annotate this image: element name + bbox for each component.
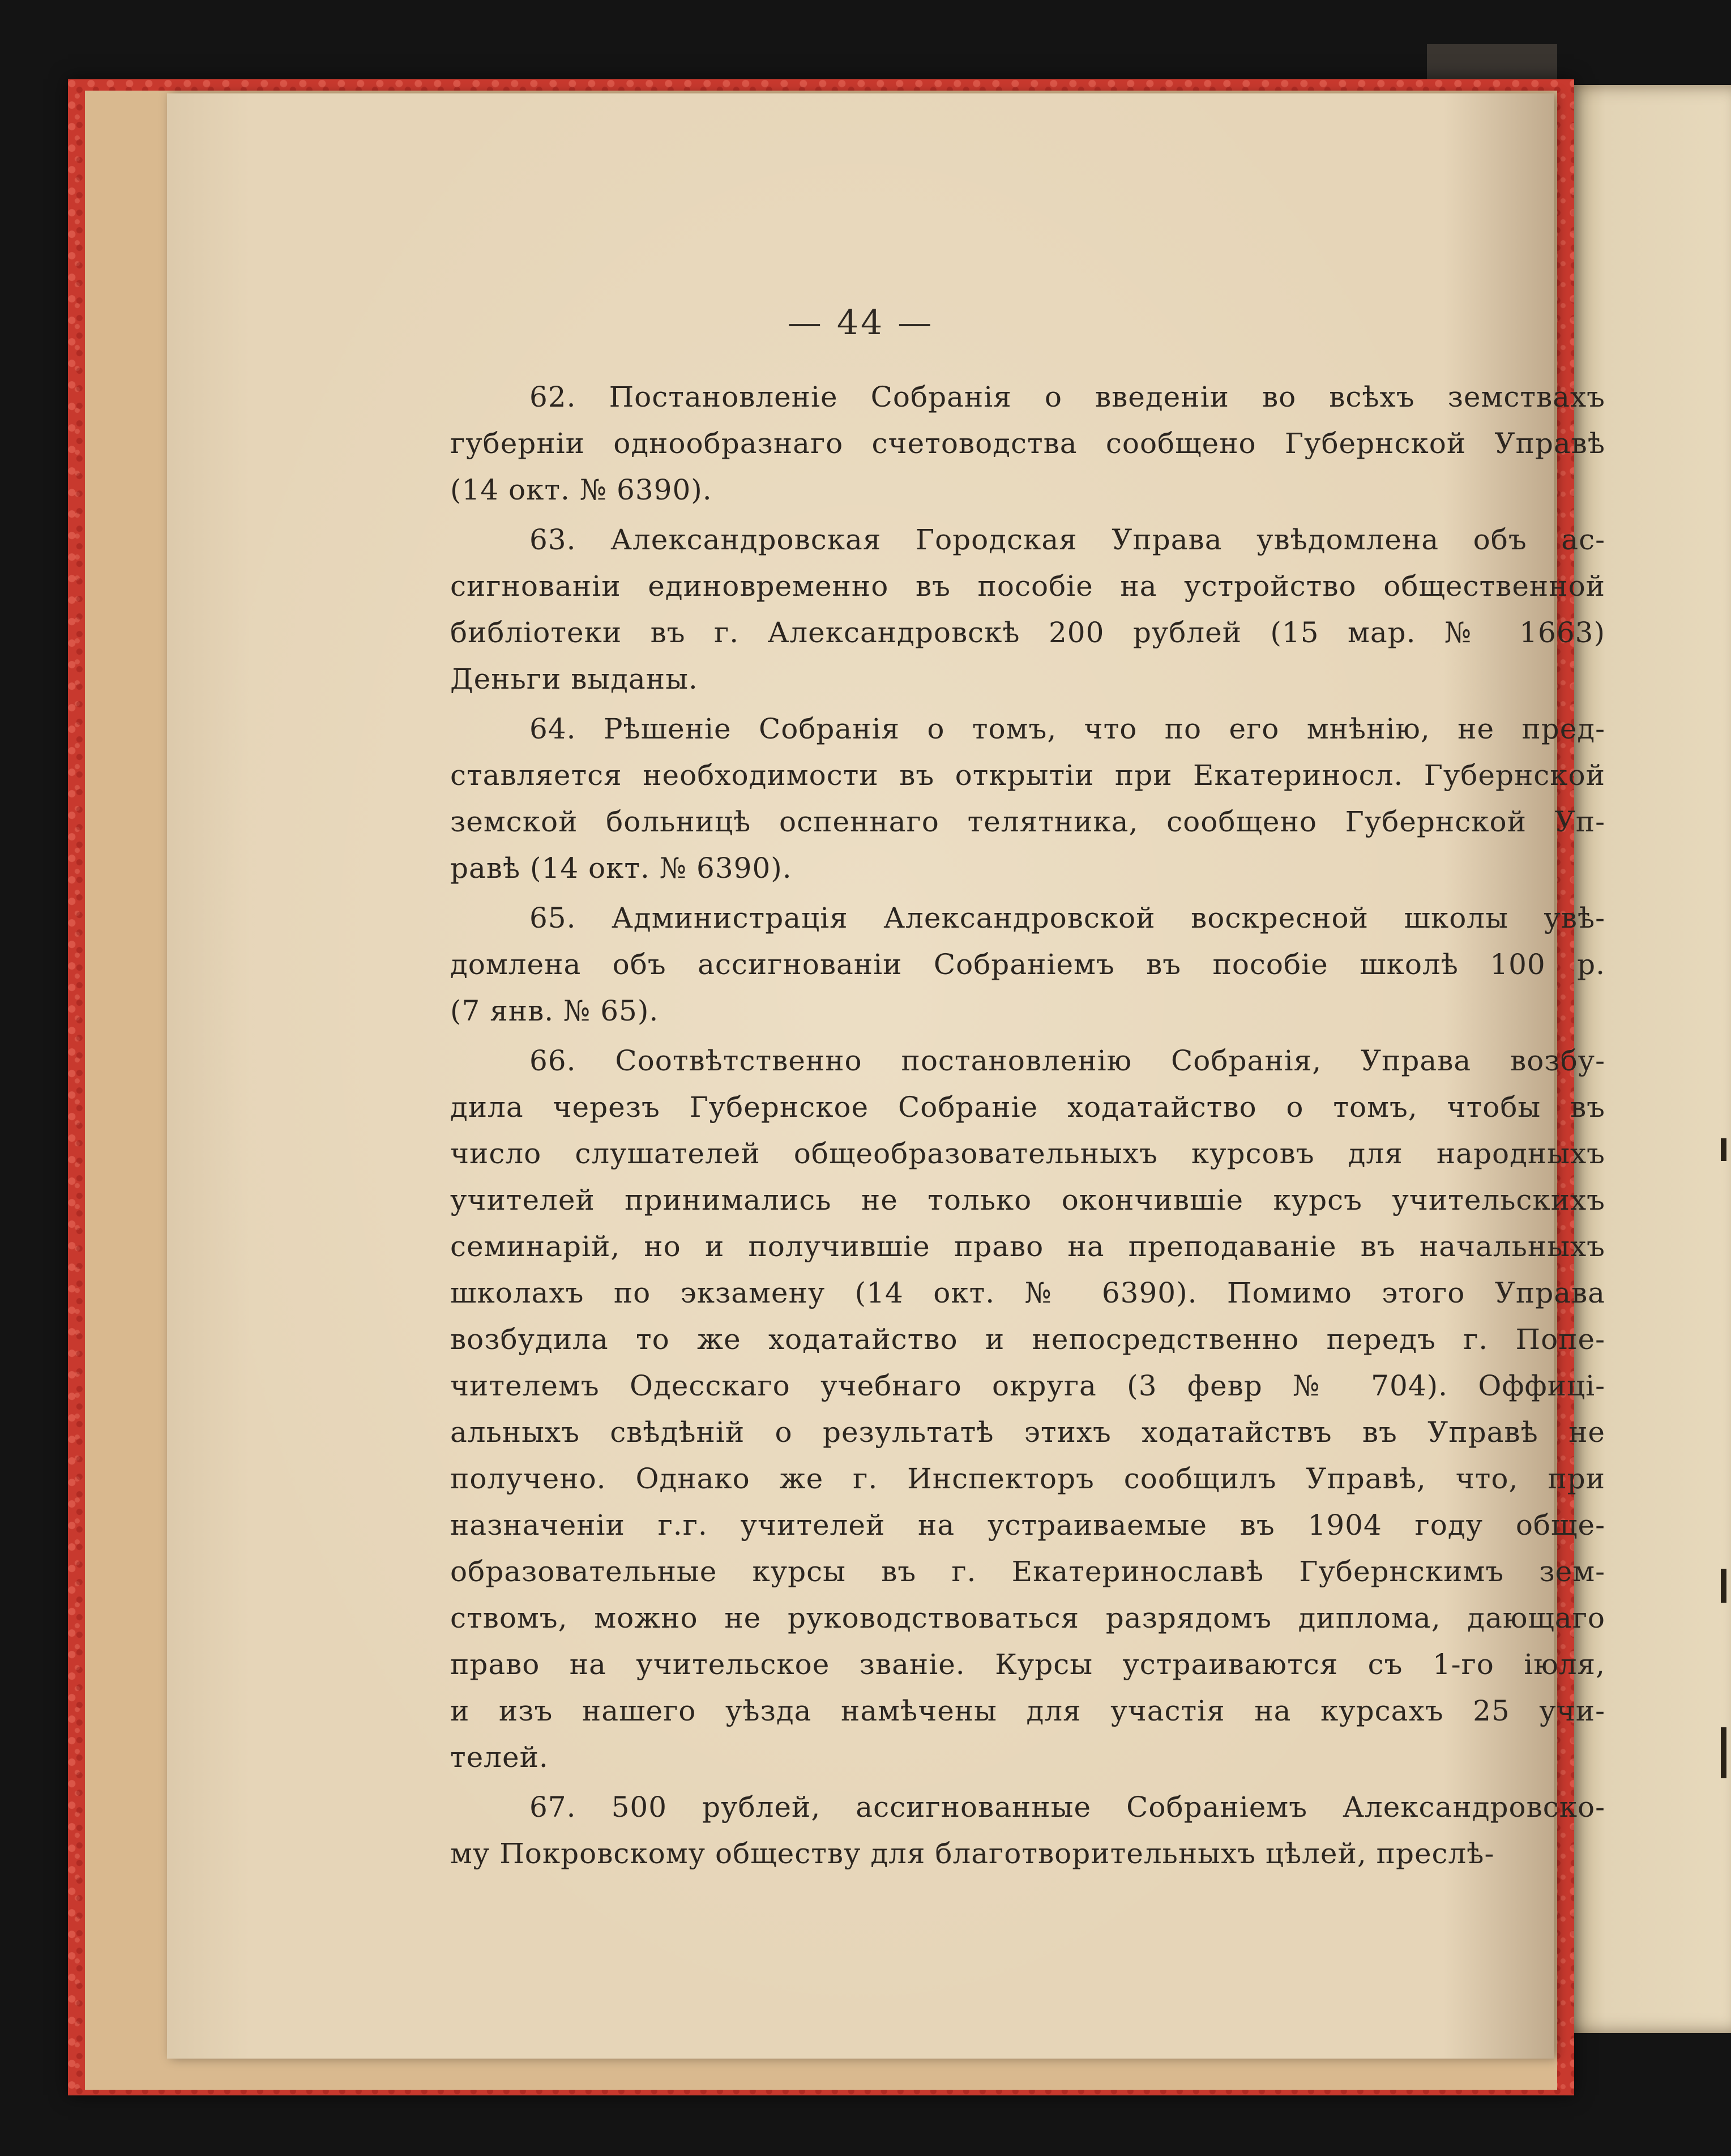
edge-mark bbox=[1721, 1727, 1726, 1778]
text-line: домлена объ ассигнованіи Собраніемъ въ пособіе школѣ 100 р. bbox=[450, 948, 1605, 981]
text-line: семинарій, но и получившіе право на преподаваніе въ начальныхъ bbox=[450, 1230, 1605, 1263]
text-line: губерніи однообразнаго счетоводства сообщено Губернской Управѣ bbox=[450, 427, 1605, 460]
page-text bbox=[450, 374, 1605, 1880]
text-line: Деньги выданы. bbox=[450, 663, 698, 695]
text-line: земской больницѣ оспеннаго телятника, сообщено Губернской Уп- bbox=[450, 805, 1605, 838]
text-line: и изъ нашего уѣзда намѣчены для участія на курсахъ 25 учи- bbox=[450, 1694, 1605, 1727]
text-line: ствомъ, можно не руководствоваться разрядомъ диплома, дающаго bbox=[450, 1602, 1605, 1634]
text-line: телей. bbox=[450, 1741, 549, 1774]
text-line: (14 окт. № 6390). bbox=[450, 473, 712, 506]
text-line: 65. Администрація Александровской воскресной школы увѣ- bbox=[529, 902, 1605, 934]
text-line: возбудила то же ходатайство и непосредственно передъ г. Попе- bbox=[450, 1323, 1605, 1356]
text-line: сигнованіи единовременно въ пособіе на устройство общественной bbox=[450, 570, 1605, 603]
text-line: число слушателей общеобразовательныхъ курсовъ для народныхъ bbox=[450, 1137, 1605, 1170]
paragraph-item-62 bbox=[450, 374, 1605, 513]
text-line: 63. Александровская Городская Управа увѣдомлена объ ас- bbox=[529, 523, 1605, 556]
text-line: 64. Рѣшеніе Собранія о томъ, что по его мнѣнію, не пред- bbox=[529, 712, 1605, 745]
edge-mark bbox=[1721, 1138, 1726, 1161]
paragraph-item-66 bbox=[450, 1038, 1605, 1781]
book-page bbox=[167, 93, 1605, 2059]
text-line: му Покровскому обществу для благотворительныхъ цѣлей, преслѣ- bbox=[450, 1837, 1495, 1870]
text-line: назначеніи г.г. учителей на устраиваемые въ 1904 году обще- bbox=[450, 1509, 1605, 1542]
text-line: (7 янв. № 65). bbox=[450, 994, 659, 1027]
page-number: — 44 — bbox=[787, 303, 934, 343]
edge-mark bbox=[1721, 1569, 1726, 1603]
text-line: чителемъ Одесскаго учебнаго округа (3 февр № 704). Оффиці- bbox=[450, 1369, 1605, 1402]
paragraph-item-65 bbox=[450, 895, 1605, 1034]
text-line: равѣ (14 окт. № 6390). bbox=[450, 852, 792, 885]
text-line: дила черезъ Губернское Собраніе ходатайство о томъ, чтобы въ bbox=[450, 1091, 1605, 1124]
paragraph-item-64 bbox=[450, 706, 1605, 891]
text-line: 66. Соотвѣтственно постановленію Собранія, Управа возбу- bbox=[529, 1044, 1605, 1077]
text-line: школахъ по экзамену (14 окт. № 6390). Помимо этого Управа bbox=[450, 1276, 1605, 1309]
text-line: 67. 500 рублей, ассигнованные Собраніемъ Александровско- bbox=[529, 1791, 1605, 1824]
text-line: образовательные курсы въ г. Екатеринославѣ Губернскимъ зем- bbox=[450, 1555, 1605, 1588]
text-line: ставляется необходимости въ открытіи при Екатериносл. Губернской bbox=[450, 759, 1605, 792]
paragraph-item-67 bbox=[450, 1784, 1605, 1877]
text-line: учителей принимались не только окончившіе курсъ учительскихъ bbox=[450, 1184, 1605, 1216]
text-line: библіотеки въ г. Александровскѣ 200 рублей (15 мар. № 1663) bbox=[450, 616, 1605, 649]
text-line: право на учительское званіе. Курсы устраиваются съ 1-го іюля, bbox=[450, 1648, 1605, 1681]
paragraph-item-63 bbox=[450, 516, 1605, 702]
text-line: 62. Постановленіе Собранія о введеніи во всѣхъ земствахъ bbox=[529, 381, 1605, 413]
text-line: получено. Однако же г. Инспекторъ сообщилъ Управѣ, что, при bbox=[450, 1462, 1605, 1495]
text-line: альныхъ свѣдѣній о результатѣ этихъ ходатайствъ въ Управѣ не bbox=[450, 1416, 1605, 1449]
